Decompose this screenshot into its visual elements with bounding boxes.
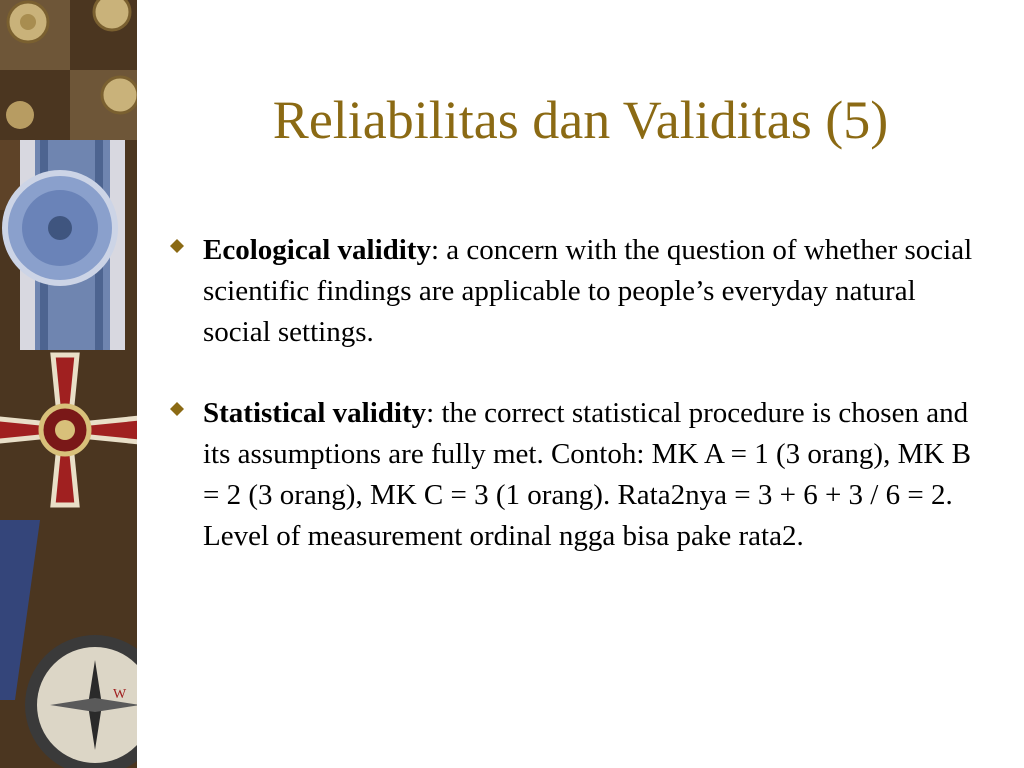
bullet-term: Ecological validity (203, 234, 431, 266)
bullet-item (170, 230, 990, 353)
svg-text:W: W (113, 687, 127, 702)
bullet-text: : the correct statistical procedure is chosen and its assumptions are fully met. Contoh: MK A = 1 (3 orang), MK B = 2 (3 orang), MK C = 3 (1 orang). Rata2nya = 3 + 6 + 3 / 6 = 2. Level of measurement ordinal ngga bisa pake rata2. (203, 397, 971, 552)
diamond-bullet-icon (170, 239, 184, 253)
diamond-bullet-icon (170, 402, 184, 416)
bullet-term: Statistical validity (203, 397, 427, 429)
bullet-text: : a concern with the question of whether social scientific findings are applicable to people’s everyday natural social settings. (203, 234, 973, 348)
slide-body (170, 230, 990, 597)
slide-title: Reliabilitas dan Validitas (5) (272, 90, 889, 150)
side-decoration-image (0, 0, 137, 768)
medal-collage-graphic (0, 0, 137, 768)
bullet-item (170, 393, 990, 557)
